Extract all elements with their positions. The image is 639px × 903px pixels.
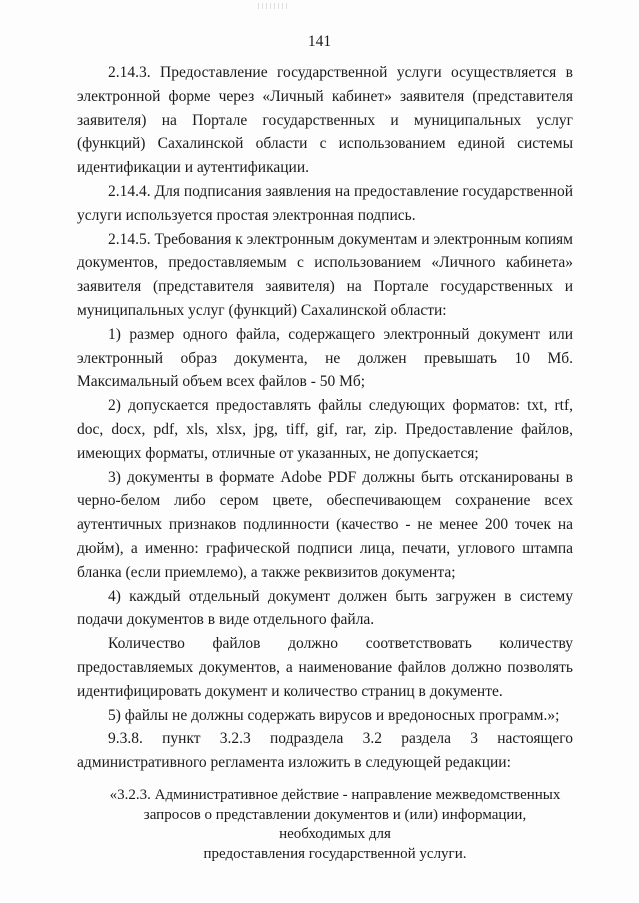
paragraph-2-14-5: 2.14.5. Требования к электронным документам и электронным копиям документов, предоставляемым с использованием «Личного кабинета» заявителя (представителя заявителя) на Портале государственных и муниципальных услуг (функций) Сахалинской области: (77, 230, 573, 319)
paragraph-2-14-3: 2.14.3. Предоставление государственной услуги осуществляется в электронной форме через «Личный кабинет» заявителя (представителя заявителя) на Портале государственных и муниципальных услуг (функций) Сахалинской области с использованием единой системы идентификации и аутентификации. (77, 64, 573, 177)
body-text (77, 61, 573, 775)
paragraph-9-3-8: 9.3.8. пункт 3.2.3 подраздела 3.2 раздела 3 настоящего административного регламента изложить в следующей редакции: (77, 730, 573, 772)
list-item-5: 5) файлы не должны содержать вирусов и вредоносных программ.»; (108, 706, 560, 724)
quote-line: запросов о представлении документов и (или) информации, необходимых для (143, 806, 527, 842)
list-item-2: 2) допускается предоставлять файлы следующих форматов: txt, rtf, doc, docx, pdf, xls, xlsx, jpg, tiff, gif, rar, zip. Предоставление файлов, имеющих форматы, отличные от указанных, не допускается; (77, 397, 573, 462)
page-number: 141 (307, 33, 332, 50)
paragraph-file-count: Количество файлов должно соответствовать количеству предоставляемых документов, а наименование файлов должно позволять идентифицировать документ и количество страниц в документе. (77, 635, 573, 700)
quote-line: «3.2.3. Административное действие - направление межведомственных (109, 787, 561, 803)
list-item-4: 4) каждый отдельный документ должен быть загружен в систему подачи документов в виде отдельного файла. (77, 587, 573, 629)
quoted-clause-3-2-3 (100, 786, 570, 864)
paragraph-2-14-4: 2.14.4. Для подписания заявления на предоставление государственной услуги используется простая электронная подпись. (77, 182, 573, 224)
list-item-3: 3) документы в формате Adobe PDF должны быть отсканированы в черно-белом либо сером цвете, обеспечивающем сохранение всех аутентичных признаков подлинности (качество - не менее 200 точек на дюйм), а именно: графической подписи лица, печати, углового штампа бланка (если приемлемо), а также реквизитов документа; (77, 468, 573, 581)
scan-artifact (258, 3, 288, 9)
quote-line: предоставления государственной услуги. (203, 845, 467, 862)
list-item-1: 1) размер одного файла, содержащего электронный документ или электронный образ документа, не должен превышать 10 Мб. Максимальный объем всех файлов - 50 Мб; (77, 325, 573, 391)
